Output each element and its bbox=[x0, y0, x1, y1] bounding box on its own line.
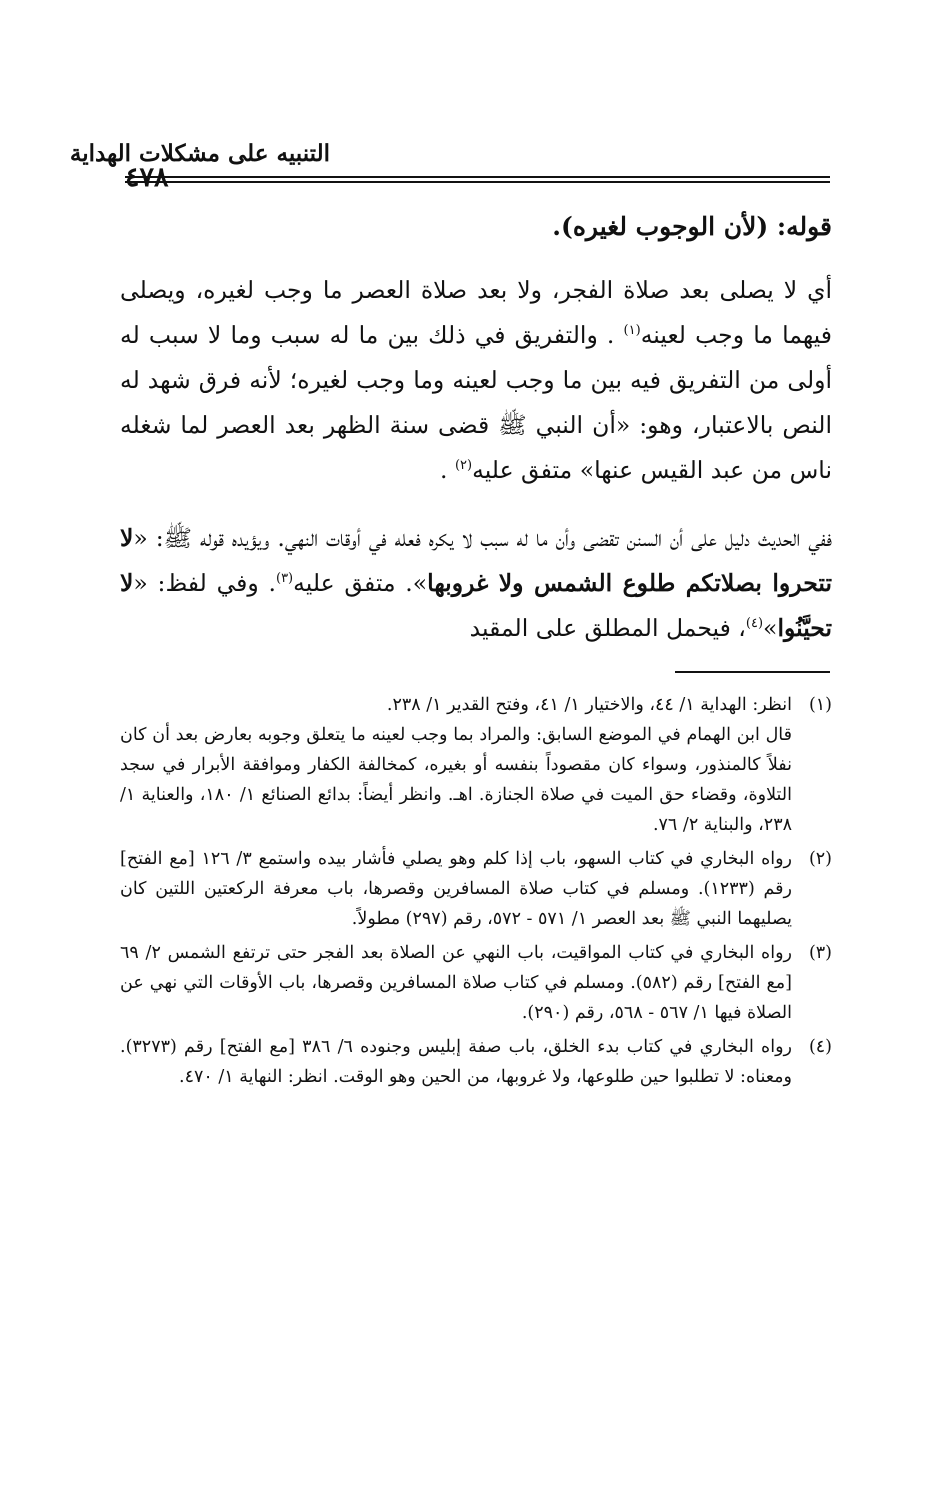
footnote-text: قال ابن الهمام في الموضع السابق: والمراد بما وجب لعينه ما يتعلق وجوبه بعارض بعد أن كان نفلاً كالمنذور، وسواء كان مقصوداً بنفسه أو بغيره، كمخالفة الكفار وموافقة الأبرار في سجد التلاوة، وقضاء حق الميت في صلاة الجنازة. اهـ. وانظر أيضاً: بدائع الصنائع ١/ ١٨٠، والعناية ١/ ٢٣٨، والبناية ٢/ ٧٦. bbox=[120, 725, 792, 835]
paragraph-2-text-b: ». متفق عليه bbox=[293, 569, 428, 597]
header-rule-top bbox=[125, 176, 830, 178]
footnote-text: رواه البخاري في كتاب بدء الخلق، باب صفة إبليس وجنوده ٦/ ٣٨٦ [مع الفتح] رقم (٣٢٧٣). ومعناه: لا تطلبوا حين طلوعها، ولا غروبها، من الحين وهو الوقت. انظر: النهاية ١/ ٤٧٠. bbox=[120, 1037, 792, 1087]
paragraph-2-text-a: ففي الحديث دليل على أن السنن تقضى وأن ما له سبب لا يكره فعله في أوقات النهي. ويؤيده قوله ﷺ: « bbox=[133, 524, 832, 552]
running-title: التنبيه على مشكلات الهداية bbox=[69, 140, 330, 167]
footnote-text: رواه البخاري في كتاب المواقيت، باب النهي عن الصلاة بعد الفجر حتى ترتفع الشمس ٢/ ٦٩ [مع الفتح] رقم (٥٨٢). ومسلم في كتاب صلاة المسافرين وقصرها، باب الأوقات التي نهي عن الصلاة فيها ١/ ٥٦٧ - ٥٦٨، رقم (٢٩٠). bbox=[120, 943, 792, 1023]
paragraph-1-text-c: . bbox=[440, 456, 455, 484]
paragraph-2-text-d: » bbox=[763, 614, 778, 642]
paragraph-2-text-e: ، فيحمل المطلق على المقيد bbox=[469, 614, 746, 642]
footnote-number: (٣) bbox=[808, 943, 832, 963]
paragraph-2-text-c: . وفي لفظ: « bbox=[133, 569, 276, 597]
footnote-ref-2: (٢) bbox=[454, 458, 473, 474]
section-heading: قوله: (لأن الوجوب لغيره). bbox=[552, 212, 832, 241]
footnote-2 bbox=[120, 844, 832, 934]
footnote-text: رواه البخاري في كتاب السهو، باب إذا كلم وهو يصلي فأشار بيده واستمع ٣/ ١٢٦ [مع الفتح] رقم (١٢٣٣). ومسلم في كتاب صلاة المسافرين وقصرها، باب معرفة الركعتين اللتين كان يصليهما النبي ﷺ بعد العصر ١/ ٥٧١ - ٥٧٢، رقم (٢٩٧) مطولاً. bbox=[120, 849, 793, 929]
paragraph-2 bbox=[120, 516, 832, 651]
footnote-separator bbox=[675, 671, 830, 673]
footnote-4 bbox=[120, 1032, 832, 1092]
paragraph-1-text-a: أي لا يصلى بعد صلاة الفجر، ولا بعد صلاة العصر ما وجب لغيره، ويصلى فيهما ما وجب لعينه bbox=[120, 276, 832, 349]
hadith-quote-1: لا تتحروا بصلاتكم طلوع الشمس ولا غروبها bbox=[120, 524, 832, 597]
paragraph-1 bbox=[120, 268, 832, 493]
footnote-ref-3: (٣) bbox=[275, 571, 294, 587]
footnote-ref-4: (٤) bbox=[745, 616, 764, 632]
footnote-3 bbox=[120, 938, 832, 1028]
footnote-number: (٢) bbox=[808, 849, 832, 869]
hadith-quote-2: لا تحيَّنُوا bbox=[120, 569, 832, 642]
footnote-ref-1: (١) bbox=[623, 323, 641, 339]
footnote-text: انظر: الهداية ١/ ٤٤، والاختيار ١/ ٤١، وفتح القدير ١/ ٢٣٨. bbox=[386, 695, 792, 715]
paragraph-1-text-b: . والتفريق في ذلك بين ما له سبب وما لا سبب له أولى من التفريق فيه بين ما وجب لعينه وما وجب لغيره؛ لأنه فرق شهد له النص بالاعتبار، وهو: «أن النبي ﷺ قضى سنة الظهر بعد العصر لما شغله ناس من عبد القيس عنها» متفق عليه bbox=[120, 321, 832, 484]
header-rule-bottom bbox=[125, 181, 830, 183]
footnote-number: (١) bbox=[808, 695, 832, 715]
footnotes bbox=[120, 690, 832, 1096]
footnote-number: (٤) bbox=[808, 1037, 832, 1057]
footnote-1 bbox=[120, 690, 832, 840]
page-number: ٤٧٨ bbox=[125, 162, 169, 193]
